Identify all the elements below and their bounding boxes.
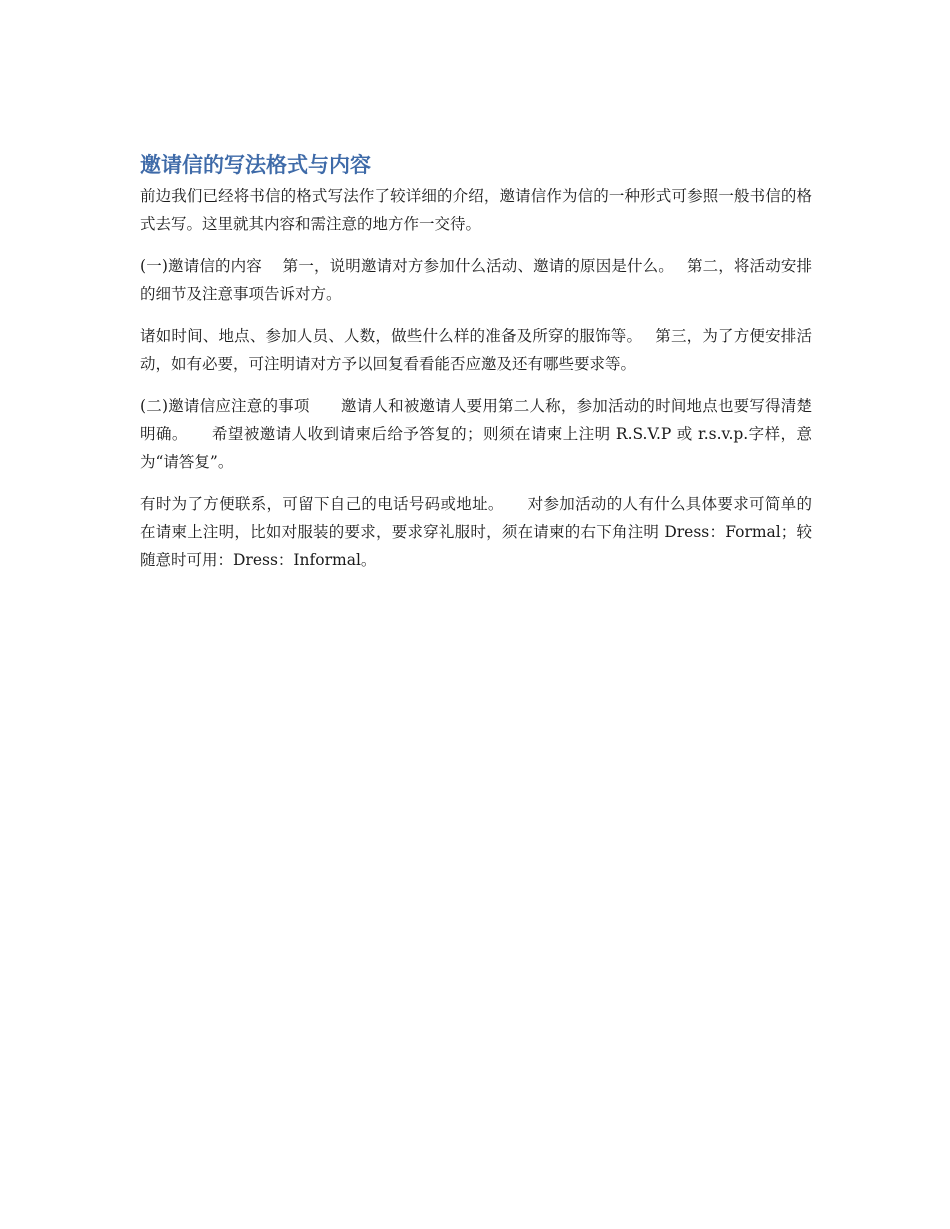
contact-dress-paragraph: 有时为了方便联系，可留下自己的电话号码或地址。 对参加活动的人有什么具体要求可简单的在请柬上注明，比如对服装的要求，要求穿礼服时，须在请柬的右下角注明 Dress：Formal；较随意时可用：Dress：Informal。 (140, 495, 812, 569)
invitation-notes-paragraph: (二)邀请信应注意的事项 邀请人和被邀请人要用第二人称，参加活动的时间地点也要写得清楚明确。 希望被邀请人收到请柬后给予答复的；则须在请柬上注明 R.S.V.P 或 r.s.v.p.字样，意为“请答复”。 (140, 397, 812, 471)
intro-paragraph: 前边我们已经将书信的格式写法作了较详细的介绍，邀请信作为信的一种形式可参照一般书信的格式去写。这里就其内容和需注意的地方作一交待。 (140, 187, 812, 233)
document-title: 邀请信的写法格式与内容 (140, 153, 371, 177)
document-body (140, 150, 812, 588)
invitation-content-paragraph: (一)邀请信的内容 第一，说明邀请对方参加什么活动、邀请的原因是什么。 第二，将活动安排的细节及注意事项告诉对方。 (140, 257, 812, 303)
invitation-details-paragraph: 诸如时间、地点、参加人员、人数，做些什么样的准备及所穿的服饰等。 第三，为了方便安排活动，如有必要，可注明请对方予以回复看看能否应邀及还有哪些要求等。 (140, 327, 812, 373)
